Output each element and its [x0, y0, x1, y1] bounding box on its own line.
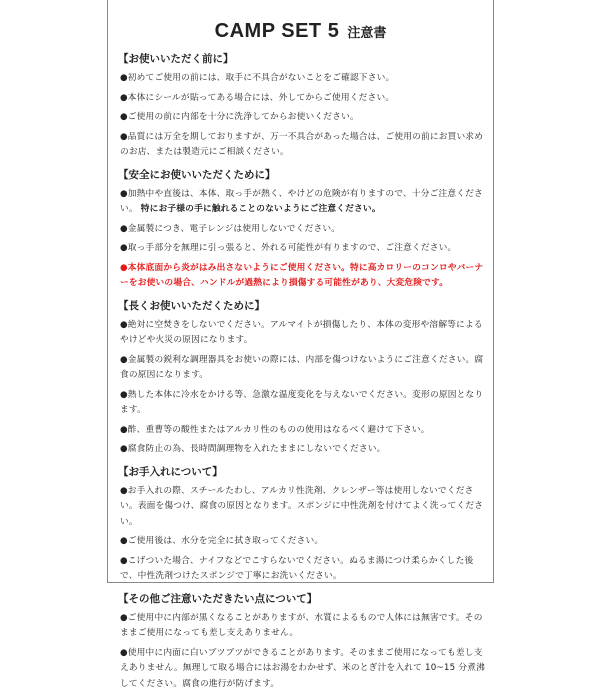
list-item: ●ご使用中に内部が黒くなることがありますが、水質によるもので人体には無害です。そのままご使用になっても差し支えありません。: [120, 612, 483, 638]
list-item: ●こげついた場合、ナイフなどでこすらないでください。ぬるま湯につけ柔らかくした後で、中性洗剤つけたスポンジで丁寧にお洗いください。: [120, 555, 474, 581]
list-item: [120, 187, 487, 218]
section-safety: [120, 165, 487, 292]
list-item: ●ご使用後は、水分を完全に拭き取ってください。: [120, 536, 324, 546]
list-item: ●初めてご使用の前には、取手に不具合がないことをご確認下さい。: [120, 73, 395, 83]
section-before-use: [120, 49, 487, 161]
list-item-text: ●加熱中や直後は、本体、取っ手が熱く、やけどの危険が有りますので、十分ご注意ください。: [120, 188, 483, 214]
list-item: ●酢、重曹等の酸性またはアルカリ性のものの使用はなるべく避けて下さい。: [120, 424, 430, 435]
document-frame: [107, 0, 494, 689]
list-item: ●金属製の鋭利な調理器具をお使いの際には、内部を傷つけないようにご注意ください。腐食の原因になります。: [120, 354, 484, 380]
warning-item: ●本体底面から炎がはみ出さないようにご使用ください。特に高カロリーのコンロやバーナーをお使いの場合、ハンドルが過熱により損傷する可能性があり、大変危険です。: [120, 262, 484, 288]
list-item: ●使用中に内面に白いブツブツができることがあります。そのままご使用になっても差し支えありません。無理して取る場合にはお湯をわかせず、米のとぎ汁を入れて 10~15 分煮沸してください。腐食の進行が防げます。: [120, 647, 485, 689]
page-title-suffix: 注意書: [347, 26, 387, 41]
list-item: ●腐食防止の為、長時間調理物を入れたままにしないでください。: [120, 444, 386, 454]
section-heading: 【お使いいただく前に】: [118, 53, 234, 65]
document-body: [120, 47, 487, 696]
list-item: ●熱した本体に冷水をかける等、急激な温度変化を与えないでください。変形の原因となります。: [120, 389, 484, 415]
list-item: ●取っ手部分を無理に引っ張ると、外れる可能性が有りますので、ご注意ください。: [120, 243, 457, 253]
section-long-use: [120, 296, 487, 458]
section-other-notes: [120, 589, 487, 693]
list-item: ●お手入れの際、スチールたわし、アルカリ性洗剤、クレンザー等は使用しないでください。表面を傷つけ、腐食の原因となります。スポンジに中性洗剤を付けてよく洗ってください。: [120, 485, 484, 527]
page-title: CAMP SET 5: [214, 20, 340, 42]
section-heading: 【長くお使いいただくために】: [118, 299, 265, 312]
section-heading: 【安全にお使いいただくために】: [118, 168, 276, 181]
list-item: ●ご使用の前に内部を十分に洗浄してからお使いください。: [120, 112, 359, 122]
section-heading: 【その他ご注意いただきたい点について】: [118, 592, 318, 605]
list-item: ●金属製につき、電子レンジは使用しないでください。: [120, 223, 341, 234]
list-item: ●絶対に空焚きをしないでください。アルマイトが損傷したり、本体の変形や溶解等によるやけどや火災の原因になります。: [120, 319, 483, 345]
section-heading: 【お手入れについて】: [118, 465, 223, 478]
list-item: ●本体にシールが貼ってある場合には、外してからご使用ください。: [120, 92, 395, 103]
list-item: ●品質には万全を期しておりますが、万一不具合があった場合は、ご使用の前にお買い求めのお店、または製造元にご相談ください。: [120, 131, 484, 157]
emphasis-text: 特にお子様の手に触れることのないようにご注意ください。: [140, 204, 381, 214]
section-care: [120, 462, 487, 585]
